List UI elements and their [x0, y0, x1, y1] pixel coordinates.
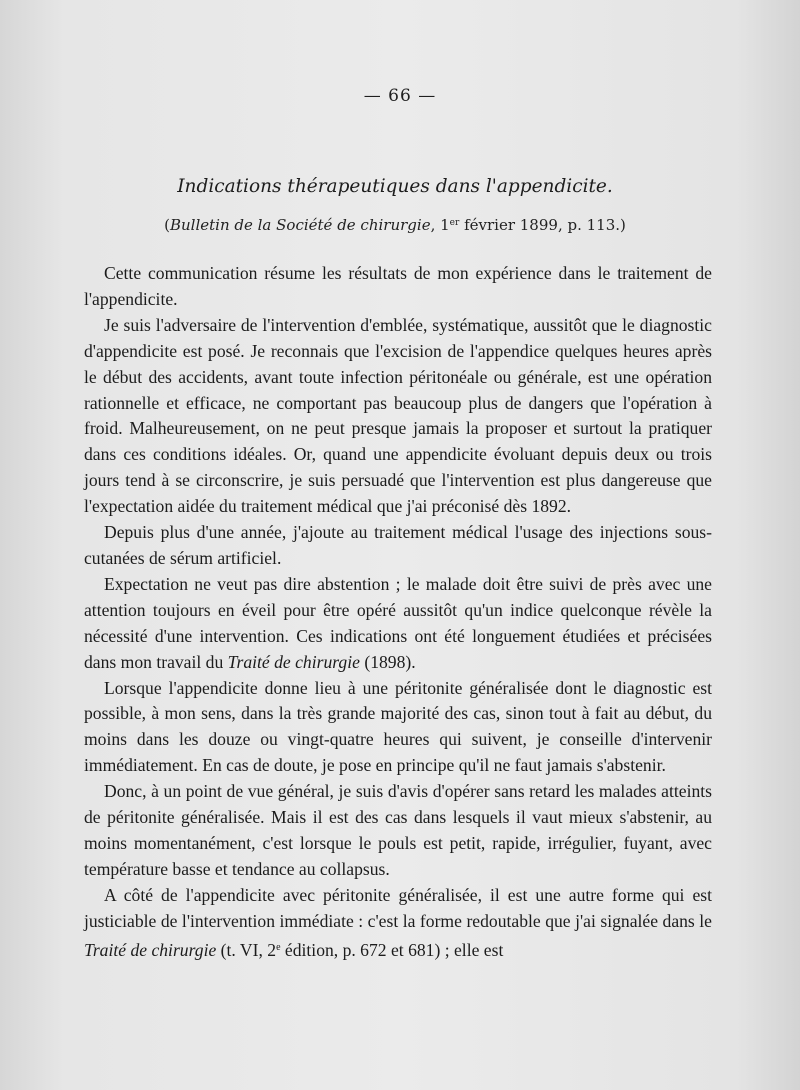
body-text — [84, 261, 712, 963]
citation-date-rest: février 1899, p. 113.) — [459, 216, 626, 234]
paragraph-2: Je suis l'adversaire de l'intervention d'emblée, systématique, aussitôt que le diagnostic d'appendicite est posé. Je reconnais que l'excision de l'appendice quelques heures après le début des accidents, avant toute infection péritonéale ou générale, est une opération rationnelle et efficace, ne comportant pas beaucoup plus de dangers que l'opération à froid. Malheureusement, on ne peut presque jamais la proposer et surtout la pratiquer dans ces conditions idéales. Or, quand une appendicite évoluant depuis deux ou trois jours tend à se circonscrire, je suis persuadé que l'intervention est plus dangereuse que l'expectation aidée du traitement médical que j'ai préconisé dès 1892. — [84, 314, 712, 517]
paragraph-4-text-a: Expectation ne veut pas dire abstention ; le malade doit être suivi de près avec une attention toujours en éveil pour être opéré aussitôt qu'un indice quelconque révèle la nécessité d'une intervention. Ces indications ont été longuement étudiées et précisées dans mon travail du — [84, 573, 712, 672]
paragraph-3: Depuis plus d'une année, j'ajoute au traitement médical l'usage des injections sous-cutanées de sérum artificiel. — [84, 522, 712, 568]
citation-date-sup: er — [449, 218, 460, 228]
paragraph-7-text-c: édition, p. 672 et 681) ; elle est — [280, 939, 504, 960]
citation-journal: Bulletin de la Société de chirurgie — [169, 216, 431, 234]
paragraph-5: Lorsque l'appendicite donne lieu à une péritonite généralisée dont le diagnostic est possible, à mon sens, dans la très grande majorité des cas, sinon tout à fait au début, du moins dans les douze ou vingt-quatre heures qui suivent, je conseille d'intervenir immédiatement. En cas de doute, je pose en principe qu'il ne faut jamais s'abstenir. — [84, 677, 712, 776]
paragraph-4-book-title: Traité de chirurgie — [227, 651, 360, 672]
paragraph-7-book-title: Traité de chirurgie — [84, 939, 217, 960]
citation-date-prefix: , 1 — [430, 216, 450, 234]
citation — [0, 216, 790, 234]
paragraph-4 — [84, 572, 712, 676]
paragraph-7-sup: e — [276, 941, 281, 953]
paragraph-6: Donc, à un point de vue général, je suis d'avis d'opérer sans retard les malades atteints de péritonite généralisée. Mais il est des cas dans lesquels il vaut mieux s'abstenir, au moins momentanément, c'est lorsque le pouls est petit, rapide, irrégulier, fuyant, avec température basse et tendance au collapsus. — [84, 781, 712, 879]
paragraph-1: Cette communication résume les résultats de mon expérience dans le traitement de l'appendicite. — [84, 263, 712, 309]
paragraph-7-text-b: (t. VI, 2 — [216, 939, 277, 960]
paragraph-4-text-b: (1898). — [359, 651, 416, 672]
paragraph-7 — [84, 883, 712, 964]
citation-open: ( — [164, 216, 170, 234]
paragraph-7-text-a: A côté de l'appendicite avec péritonite généralisée, il est une autre forme qui est justiciable de l'intervention immédiate : c'est la forme redoutable que j'ai signalée dans le — [84, 884, 712, 931]
page-number: — 66 — — [363, 86, 437, 106]
section-title: Indications thérapeutiques dans l'appendicite. — [177, 176, 613, 197]
